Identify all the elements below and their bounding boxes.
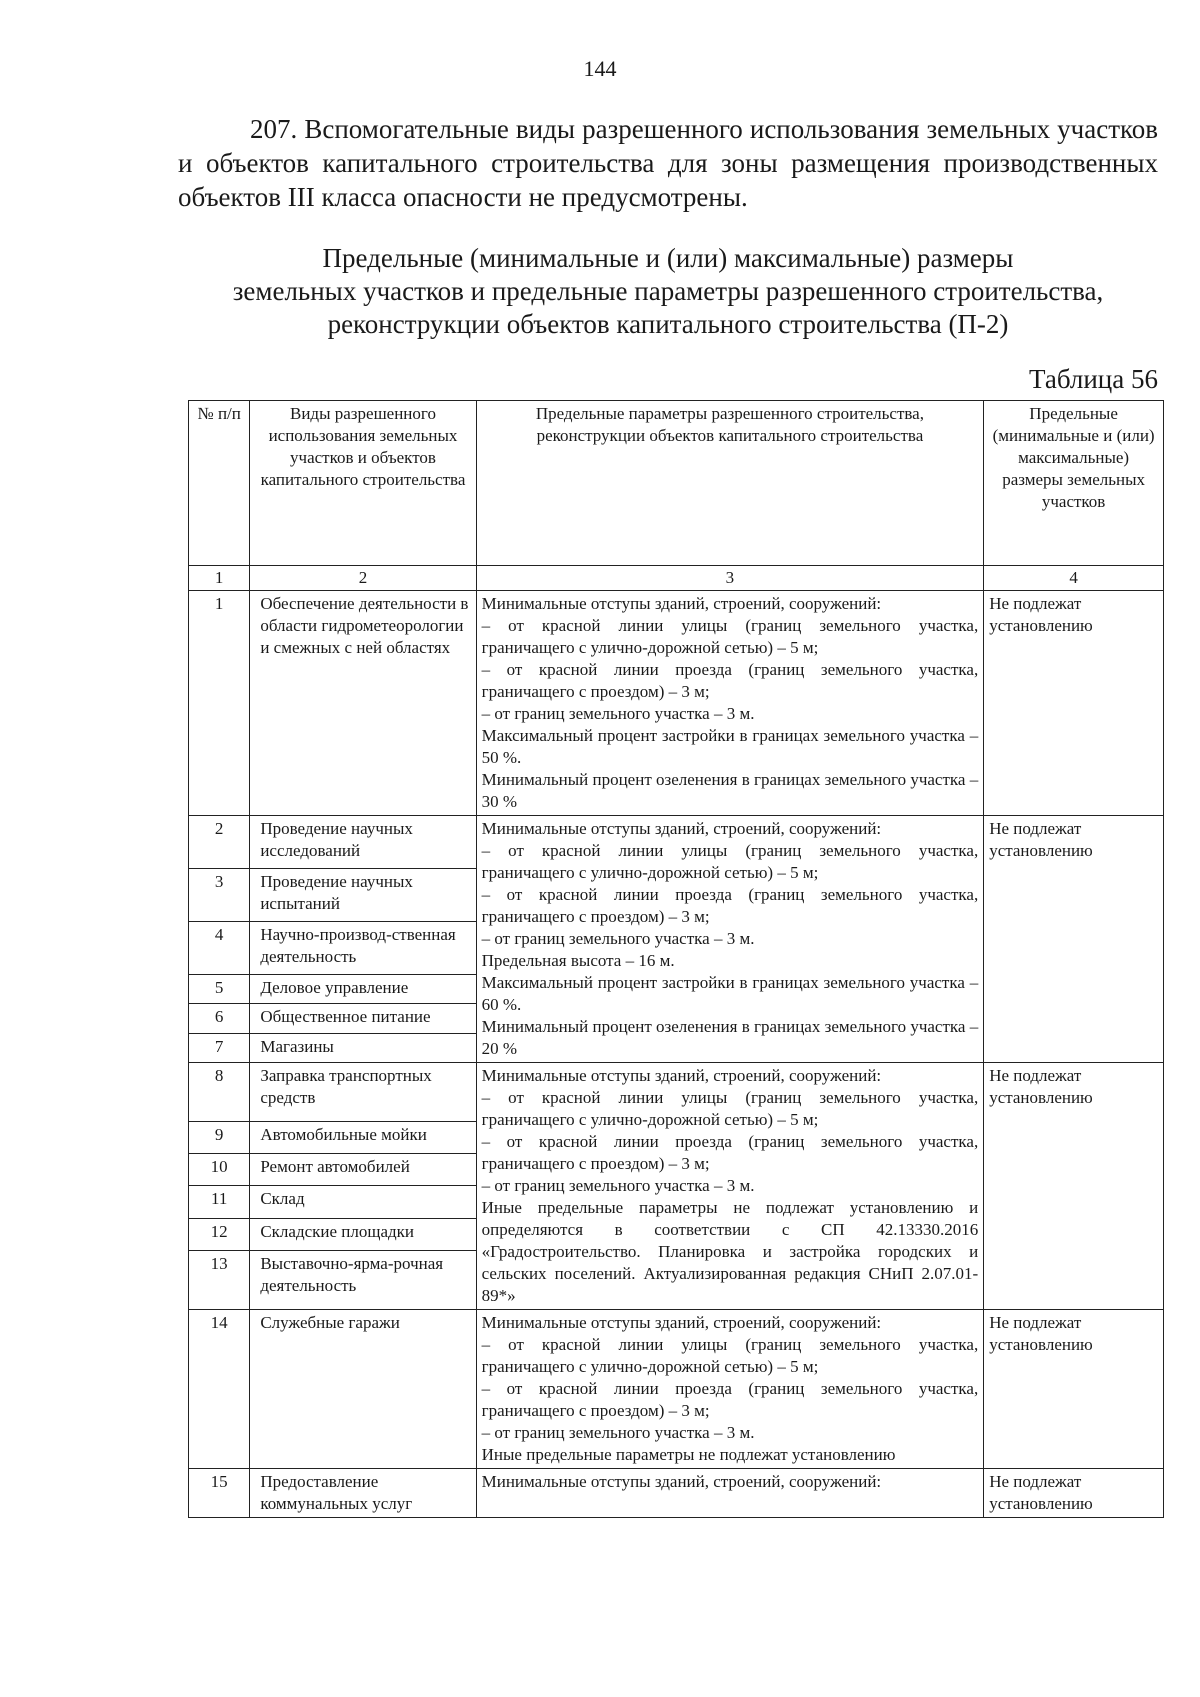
heading-line-3: реконструкции объектов капитального строительства (П-2): [327, 309, 1009, 339]
row-use-type: Магазины: [250, 1033, 476, 1062]
column-number: 1: [189, 566, 250, 591]
row-number: 15: [189, 1469, 250, 1518]
table-body: [189, 591, 1164, 1518]
table-caption: Таблица 56: [1029, 364, 1158, 394]
header-use-type: Виды разрешенного использования земельных участков и объектов капитального строительства: [250, 401, 476, 566]
intro-paragraph: 207. Вспомогательные виды разрешенного использования земельных участков и объектов капитального строительства для зоны размещения производственных объектов III класса опасности не предусмотрены.: [178, 114, 1158, 212]
row-number: 8: [189, 1063, 250, 1122]
row-number: 1: [189, 591, 250, 816]
row-number: 4: [189, 922, 250, 975]
column-number-row: [189, 566, 1164, 591]
row-use-type: Заправка транспортных средств: [250, 1063, 476, 1122]
row-use-type: Проведение научных испытаний: [250, 869, 476, 922]
row-number: 12: [189, 1218, 250, 1250]
column-number: 3: [476, 566, 984, 591]
row-number: 5: [189, 975, 250, 1004]
parameter-line: Иные предельные параметры не подлежат установлению и определяются в соответствии с СП 42.13330.2016 «Градостроительство. Планировка и застройка городских и сельских поселений. Актуализированная редакция СНиП 2.07.01-89*»: [481, 1198, 979, 1305]
row-plot-size: Не подлежат установлению: [984, 816, 1164, 1063]
row-plot-size: Не подлежат установлению: [984, 1469, 1164, 1518]
parameter-line: Максимальный процент застройки в границах земельного участка – 60 %.: [481, 973, 979, 1014]
parameter-line: – от красной линии проезда (границ земельного участка, граничащего с проездом) – 3 м;: [481, 660, 979, 701]
table-row: [189, 1469, 1164, 1518]
parameter-line: Минимальные отступы зданий, строений, сооружений:: [481, 594, 882, 613]
parameter-line: Предельная высота – 16 м.: [481, 951, 675, 970]
parameter-line: – от красной линии улицы (границ земельного участка, граничащего с улично-дорожной сетью) – 5 м;: [481, 1335, 979, 1376]
page-number: 144: [583, 56, 617, 81]
row-use-type: Ремонт автомобилей: [250, 1154, 476, 1186]
heading-line-2: земельных участков и предельные параметры разрешенного строительства,: [232, 276, 1104, 306]
header-number: № п/п: [189, 401, 250, 566]
parameter-line: Минимальные отступы зданий, строений, сооружений:: [481, 1313, 882, 1332]
row-parameters: [476, 591, 984, 816]
row-number: 7: [189, 1033, 250, 1062]
table-row: [189, 591, 1164, 816]
row-parameters: [476, 1063, 984, 1310]
row-number: 10: [189, 1154, 250, 1186]
row-number: 14: [189, 1310, 250, 1469]
column-number: 4: [984, 566, 1164, 591]
row-use-type: Деловое управление: [250, 975, 476, 1004]
row-use-type: Научно-производ-ственная деятельность: [250, 922, 476, 975]
row-number: 9: [189, 1121, 250, 1153]
parameter-line: – от красной линии улицы (границ земельного участка, граничащего с улично-дорожной сетью) – 5 м;: [481, 841, 979, 882]
row-number: 11: [189, 1186, 250, 1218]
parameter-line: – от границ земельного участка – 3 м.: [481, 1423, 755, 1442]
parameter-line: – от красной линии улицы (границ земельного участка, граничащего с улично-дорожной сетью) – 5 м;: [481, 1088, 979, 1129]
parameter-line: Минимальные отступы зданий, строений, сооружений:: [481, 1066, 882, 1085]
table-row: [189, 1063, 1164, 1122]
row-use-type: Выставочно-ярма-рочная деятельность: [250, 1251, 476, 1310]
row-plot-size: Не подлежат установлению: [984, 1310, 1164, 1469]
parameter-line: Минимальный процент озеленения в границах земельного участка – 30 %: [481, 770, 979, 811]
row-number: 2: [189, 816, 250, 869]
table-row: [189, 1310, 1164, 1469]
row-use-type: Служебные гаражи: [250, 1310, 476, 1469]
header-plot-size: Предельные (минимальные и (или) максимальные) размеры земельных участков: [984, 401, 1164, 566]
parameter-line: – от границ земельного участка – 3 м.: [481, 1176, 755, 1195]
row-number: 6: [189, 1004, 250, 1033]
parameter-line: – от границ земельного участка – 3 м.: [481, 929, 755, 948]
row-use-type: Автомобильные мойки: [250, 1121, 476, 1153]
row-number: 13: [189, 1251, 250, 1310]
row-use-type: Проведение научных исследований: [250, 816, 476, 869]
header-parameters: Предельные параметры разрешенного строительства, реконструкции объектов капитального строительства: [476, 401, 984, 566]
table-row: [189, 816, 1164, 869]
parameter-line: – от границ земельного участка – 3 м.: [481, 704, 755, 723]
row-plot-size: Не подлежат установлению: [984, 591, 1164, 816]
parameter-line: – от красной линии проезда (границ земельного участка, граничащего с проездом) – 3 м;: [481, 1132, 979, 1173]
parameter-line: Максимальный процент застройки в границах земельного участка – 50 %.: [481, 726, 979, 767]
row-plot-size: Не подлежат установлению: [984, 1063, 1164, 1310]
row-use-type: Обеспечение деятельности в области гидрометеорологии и смежных с ней областях: [250, 591, 476, 816]
row-parameters: [476, 1469, 984, 1518]
row-use-type: Предоставление коммунальных услуг: [250, 1469, 476, 1518]
row-use-type: Склад: [250, 1186, 476, 1218]
table-heading: [178, 242, 1158, 341]
row-parameters: [476, 1310, 984, 1469]
table-header-row: [189, 401, 1164, 566]
heading-line-1: Предельные (минимальные и (или) максимальные) размеры: [322, 243, 1014, 273]
parameter-line: Минимальные отступы зданий, строений, сооружений:: [481, 819, 882, 838]
column-number: 2: [250, 566, 476, 591]
parameters-table: [188, 400, 1164, 1518]
parameter-line: Иные предельные параметры не подлежат установлению: [481, 1445, 896, 1464]
row-use-type: Складские площадки: [250, 1218, 476, 1250]
parameter-line: – от красной линии проезда (границ земельного участка, граничащего с проездом) – 3 м;: [481, 1379, 979, 1420]
parameter-line: – от красной линии улицы (границ земельного участка, граничащего с улично-дорожной сетью) – 5 м;: [481, 616, 979, 657]
row-number: 3: [189, 869, 250, 922]
parameter-line: Минимальные отступы зданий, строений, сооружений:: [481, 1472, 882, 1491]
row-use-type: Общественное питание: [250, 1004, 476, 1033]
row-parameters: [476, 816, 984, 1063]
parameter-line: – от красной линии проезда (границ земельного участка, граничащего с проездом) – 3 м;: [481, 885, 979, 926]
parameter-line: Минимальный процент озеленения в границах земельного участка – 20 %: [481, 1017, 979, 1058]
